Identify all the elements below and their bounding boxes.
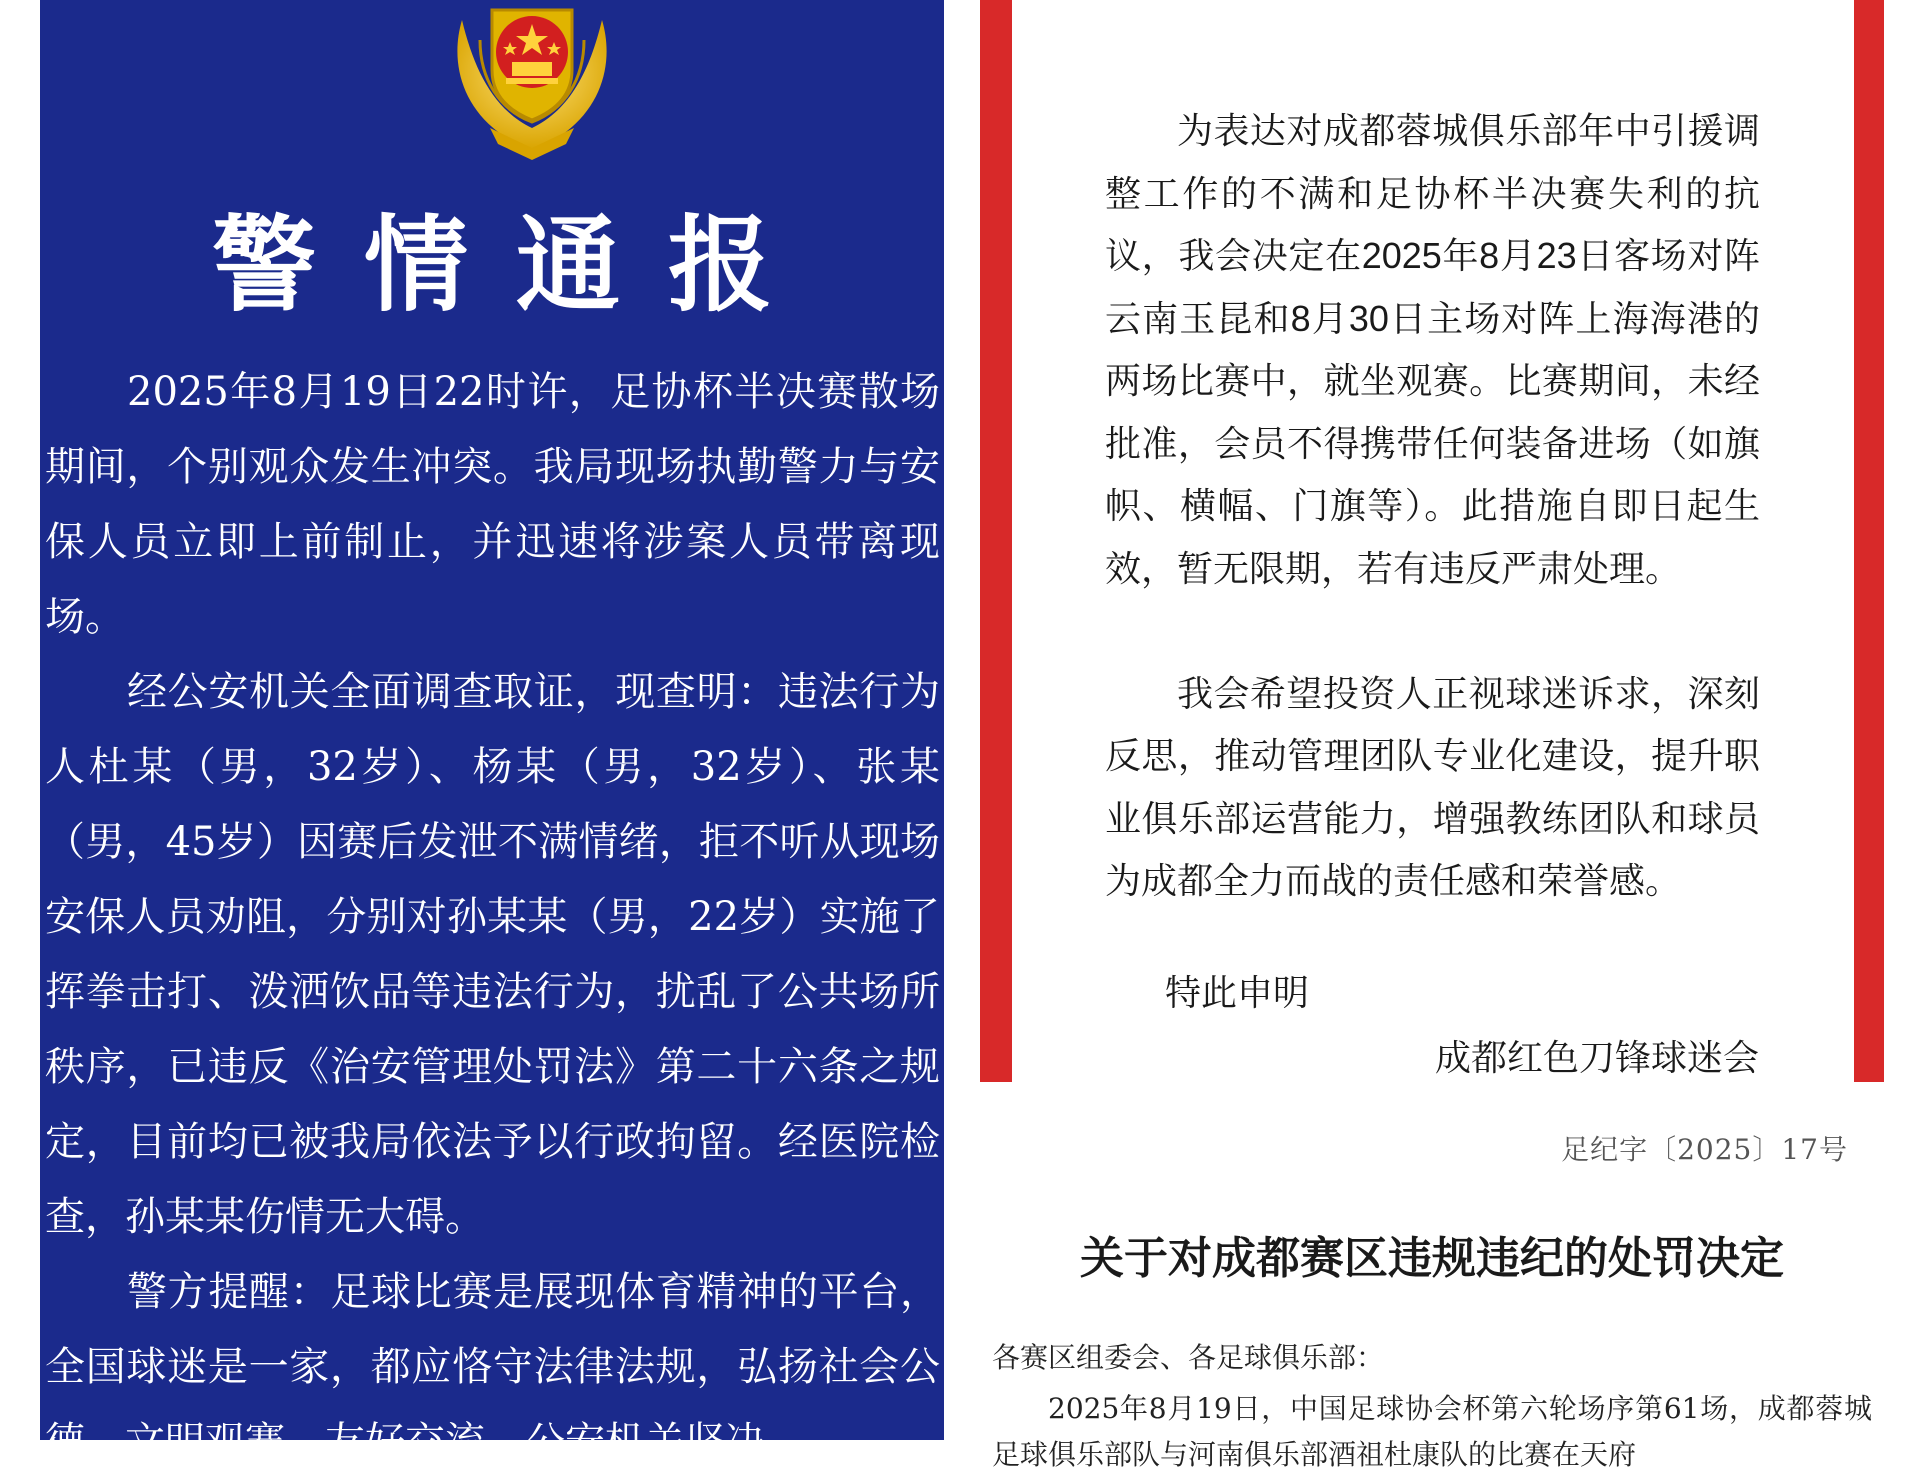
police-notice-title: 警情通报	[211, 203, 820, 326]
red-border-left	[980, 0, 1012, 1082]
document-number: 足纪字〔2025〕17号	[1561, 1133, 1848, 1166]
police-notice-paragraph: 警方提醒：足球比赛是展现体育精神的平台，全国球迷是一家，都应恪守法律法规，弘扬社会公德，文明观赛，友好交流。公安机关坚决	[45, 1269, 940, 1465]
police-notice-paragraph: 2025年8月19日22时许，足协杯半决赛散场期间，个别观众发生冲突。我局现场执勤警力与安保人员立即上前制止，并迅速将涉案人员带离现场。	[45, 369, 940, 640]
fan-statement-signature: 成都红色刀锋球迷会	[1434, 1037, 1759, 1078]
police-emblem-icon	[440, 0, 624, 160]
fan-statement-closing: 特此申明	[1165, 972, 1310, 1013]
fan-statement-paragraph: 为表达对成都蓉城俱乐部年中引援调整工作的不满和足协杯半决赛失利的抗议，我会决定在2025年8月23日客场对阵云南玉昆和8月30日主场对阵上海海港的两场比赛中，就坐观赛。比赛期间，未经批准，会员不得携带任何装备进场（如旗帜、横幅、门旗等）。此措施自即日起生效，暂无限期，若有违反严肃处理。	[1105, 110, 1760, 589]
police-notice-body	[45, 355, 940, 1480]
fan-statement-body	[1105, 100, 1760, 913]
police-notice-paragraph: 经公安机关全面调查取证，现查明：违法行为人杜某（男，32岁）、杨某（男，32岁）、张某（男，45岁）因赛后发泄不满情绪，拒不听从现场安保人员劝阻，分别对孙某某（男，22岁）实施了挥拳击打、泼洒饮品等违法行为，扰乱了公共场所秩序，已违反《治安管理处罚法》第二十六条之规定，目前均已被我局依法予以行政拘留。经医院检查，孙某某伤情无大碍。	[45, 669, 940, 1240]
fa-decision-panel	[980, 1100, 1884, 1471]
fan-statement-paragraph: 我会希望投资人正视球迷诉求，深刻反思，推动管理团队专业化建设，提升职业俱乐部运营能力，增强教练团队和球员为成都全力而战的责任感和荣誉感。	[1105, 672, 1760, 901]
fan-statement-panel	[980, 0, 1884, 1082]
police-notice-panel	[40, 0, 944, 1465]
decision-paragraph: 2025年8月19日，中国足球协会杯第六轮场序第61场，成都蓉城足球俱乐部队与河南俱乐部酒祖杜康队的比赛在天府	[992, 1392, 1872, 1471]
decision-addressee: 各赛区组委会、各足球俱乐部：	[992, 1341, 1385, 1374]
red-border-right	[1854, 0, 1884, 1082]
decision-title: 关于对成都赛区违规违纪的处罚决定	[1080, 1233, 1784, 1284]
